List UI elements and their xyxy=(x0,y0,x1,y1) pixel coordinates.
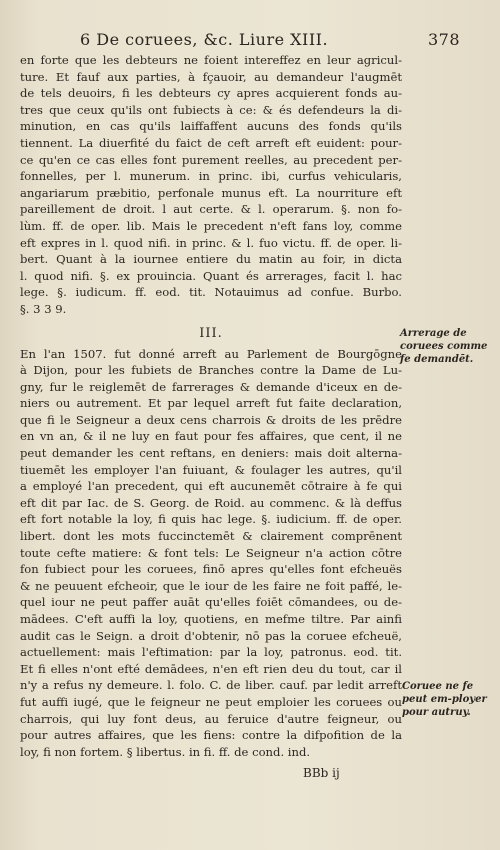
text-line: charrois, qui luy font deus, au feruice d'autre feigneur, ou xyxy=(20,711,402,726)
text-line: pour autres affaires, que les fiens: contre la difpofition de la xyxy=(20,728,402,743)
text-line: gny, fur le reiglemēt de farrerages & demande d'iceux en de- xyxy=(20,379,402,394)
text-line: Et fi elles n'ont efté demādees, n'en eft rien deu du tout, car il xyxy=(20,661,402,676)
text-line: libert. dont les mots fuccinctemēt & clairement comprēnent xyxy=(20,529,402,544)
text-line: niers ou autrement. Et par lequel arreft fut faite declaration, xyxy=(20,396,402,411)
text-line: fonnelles, per l. munerum. in princ. ibi, curfus vehicularis, xyxy=(20,169,402,184)
text-line: toute cefte matiere: & font tels: Le Seigneur n'a action cōtre xyxy=(20,545,402,560)
text-line: tres que ceux qu'ils ont fubiects à ce: & és defendeurs la di- xyxy=(20,102,402,117)
text-line: a employé l'an precedent, qui eft aucunemēt cōtraire à fe qui xyxy=(20,479,402,494)
text-line: minution, en cas qu'ils laiffaffent aucuns des fonds qu'ils xyxy=(20,119,402,134)
text-line: l. quod nifi. §. ex prouincia. Quant és arrerages, facit l. hac xyxy=(20,268,402,283)
text-line: eft dit par Iac. de S. Georg. de Roid. au commenc. & là deffus xyxy=(20,495,402,510)
margin-note: Coruee ne fe peut em-ployer pour autruy. xyxy=(402,681,487,718)
text-line: eft fort notable la loy, fi quis hac lege. §. iudicium. ff. de oper. xyxy=(20,512,402,527)
text-line: tiennent. La diuerfité du faict de ceft arreft eft euident: pour- xyxy=(20,135,402,150)
text-line: En l'an 1507. fut donné arreft au Parlement de Bourgōgne xyxy=(20,346,402,361)
section-heading: III. xyxy=(199,325,223,341)
text-line: & ne peuuent efcheoir, que le iour de les faire ne foit paffé, le- xyxy=(20,578,402,593)
text-line: ture. Et fauf aux parties, à fçauoir, au demandeur l'augmēt xyxy=(20,69,402,84)
text-line: lege. §. iudicum. ff. eod. tit. Notauimus ad confue. Burbo. xyxy=(20,285,402,300)
text-line: eft expres in l. quod nifi. in princ. & l. fuo victu. ff. de oper. li- xyxy=(20,235,402,250)
signature-mark: BBb ij xyxy=(303,766,340,781)
header-title: 6 De coruees, &c. Liure XIII. xyxy=(80,30,329,49)
text-line: mādees. C'eft auffi la loy, quotiens, en mefme tiltre. Par ainfi xyxy=(20,612,402,626)
text-line: tiuemēt les employer l'an fuiuant, & foulager les autres, qu'il xyxy=(20,462,402,477)
text-line: §. 3 3 9. xyxy=(20,301,67,316)
text-line: pareillement de droit. l aut certe. & l. operarum. §. non fo- xyxy=(20,202,402,217)
text-line: bert. Quant à la iournee entiere du matin au foir, in dicta xyxy=(20,252,402,267)
text-line: n'y a refus ny demeure. l. folo. C. de liber. cauf. par ledit arreft xyxy=(20,678,402,693)
text-line: en forte que les debteurs ne foient intereffez en leur agricul- xyxy=(20,53,402,67)
running-header xyxy=(80,30,460,52)
text-line: actuellement: mais l'eftimation: par la loy, patronus. eod. tit. xyxy=(20,645,402,660)
text-line: ce qu'en ce cas elles font purement reelles, au precedent per- xyxy=(20,152,402,167)
margin-note: Arrerage de coruees comme fe demandēt. xyxy=(400,328,488,365)
page-number: 378 xyxy=(427,30,460,49)
text-line: loy, fi non fortem. § libertus. in fi. ff. de cond. ind. xyxy=(20,744,311,759)
text-body xyxy=(20,52,402,782)
text-line: quel iour ne peut paffer auāt qu'elles foiēt cōmandees, ou de- xyxy=(20,595,402,610)
text-line: lùm. ff. de oper. lib. Mais le precedent n'eft fans loy, comme xyxy=(20,218,402,233)
text-line: de tels deuoirs, fi les debteurs cy apres acquierent fonds au- xyxy=(20,86,402,101)
text-line: fut auffi iugé, que le feigneur ne peut emploier les coruees ou xyxy=(20,694,402,709)
text-line: peut demander les cent reftans, en deniers: mais doit alterna- xyxy=(20,446,402,461)
text-line: fon fubiect pour les coruees, finō apres qu'elles font efcheuës xyxy=(20,562,402,577)
text-line: à Dijon, pour les fubiets de Branches contre la Dame de Lu- xyxy=(20,363,402,378)
text-line: angariarum præbitio, perfonale munus eft. La nourriture eft xyxy=(20,185,402,200)
text-line: audit cas le Seign. a droit d'obtenir, nō pas la coruee efcheuë, xyxy=(20,628,402,643)
text-line: que fi le Seigneur a deux cens charrois & droits de les prēdre xyxy=(20,412,402,427)
text-line: en vn an, & il ne luy en faut pour fes affaires, que cent, il ne xyxy=(20,429,402,444)
